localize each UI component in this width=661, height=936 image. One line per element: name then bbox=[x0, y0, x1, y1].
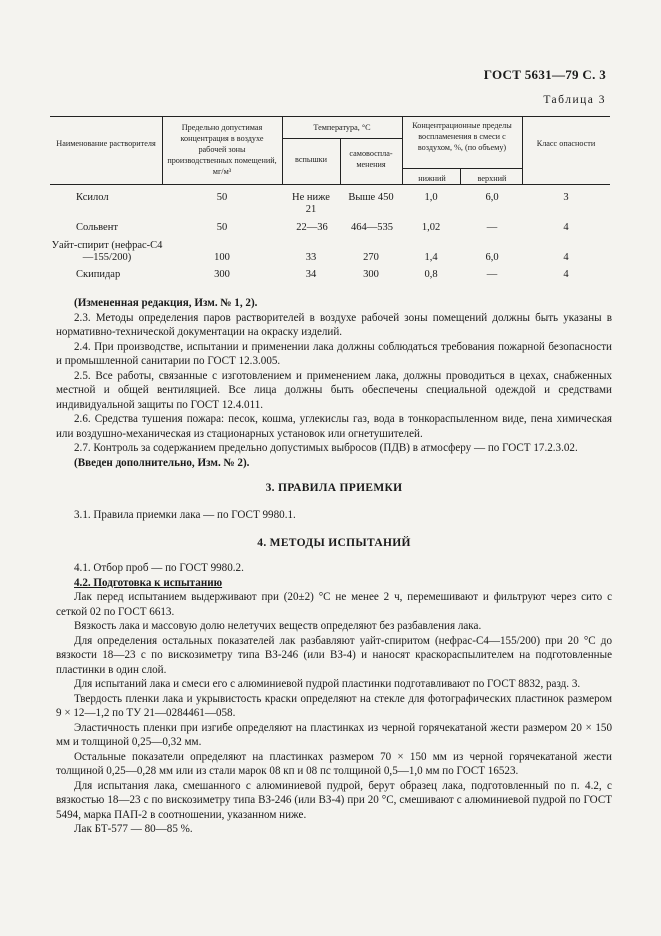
table-top-rule bbox=[50, 116, 610, 117]
table-cell: 300 bbox=[214, 269, 230, 280]
paragraph: Для определения остальных показателей лак разбавляют уайт-спиритом (нефрас-С4—155/200) при 20 °С до вязкости 18—23 с по вискозиметру типа ВЗ-246 (или ВЗ-4) и наносят краскораспылителем на подготовленные пластинки в один слой. bbox=[56, 634, 612, 676]
page-header: ГОСТ 5631—79 С. 3 bbox=[483, 67, 606, 82]
table-cell: 464—535 bbox=[351, 222, 393, 233]
table-cell: 50 bbox=[216, 222, 228, 233]
paragraph: Для испытания лака, смешанного с алюминиевой пудрой, берут образец лака, подготовленный по п. 4.2, с вязкостью 18—23 с по вискозиметру типа ВЗ-246 (или ВЗ-4) при 20 °С, смешивают с алюминиевой пудрой по ГОСТ 5494, марка ПАП-2 в соотношении, указанном ниже. bbox=[56, 779, 612, 821]
paragraph: Лак БТ-577 — 80—85 %. bbox=[74, 823, 193, 835]
table-cell: — bbox=[486, 222, 498, 233]
solvent-table bbox=[50, 116, 610, 290]
table-cell: 4 bbox=[563, 222, 569, 233]
paragraph: Вязкость лака и массовую долю нелетучих веществ определяют без разбавления лака. bbox=[74, 620, 482, 632]
paragraph-2-4: 2.4. При производстве, испытании и применении лака должны соблюдаться требования пожарной безопасности и промышленной санитарии по ГОСТ 12.3.005. bbox=[56, 340, 612, 367]
paragraph: Эластичность пленки при изгибе определяют на пластинках из черной горячекатаной жести размером 20 × 150 мм и толщиной 0,25—0,32 мм. bbox=[56, 721, 612, 748]
amendment-note: (Введен дополнительно, Изм. № 2). bbox=[74, 456, 250, 469]
section-4-title: 4. МЕТОДЫ ИСПЫТАНИЙ bbox=[257, 537, 411, 549]
col-rule bbox=[340, 138, 341, 184]
paragraph: Остальные показатели определяют на пластинках размером 70 × 150 мм из черной горячекатаной жести толщиной 0,25—0,28 мм или из стали марок 08 кп и 08 пс толщиной 0,5—1,0 мм по ГОСТ 16523. bbox=[56, 750, 612, 777]
table-cell: 4 bbox=[563, 252, 569, 263]
table-cell: 6,0 bbox=[485, 192, 499, 203]
table-cell: 100 bbox=[214, 252, 230, 263]
paragraph: Твердость пленки лака и укрывистость краски определяют на стекле для фотографических пластинок размером 9 × 12—1,2 по ТУ 21—0284461—058. bbox=[56, 692, 612, 719]
section2-text bbox=[56, 296, 612, 470]
table-cell: Не ниже 21 bbox=[292, 192, 330, 215]
table-cell: 33 bbox=[305, 252, 317, 263]
table-cell: Скипидар bbox=[76, 269, 121, 280]
table-cell: 1,02 bbox=[421, 222, 441, 233]
col-header-pdk: Предельно допустимая концентрация в воздухе рабочей зоны производственных помещений, мг/м³ bbox=[167, 123, 277, 176]
section-3-title: 3. ПРАВИЛА ПРИЕМКИ bbox=[265, 482, 403, 494]
col-rule bbox=[460, 168, 461, 184]
table-cell: Ксилол bbox=[76, 192, 109, 203]
table-cell: 1,0 bbox=[424, 192, 438, 203]
paragraph-2-3: 2.3. Методы определения паров растворителей в воздухе рабочей зоны помещений должны быть указаны в нормативно-технической документации на окраску изделий. bbox=[56, 311, 612, 338]
table-cell: Уайт-спирит (нефрас-С4—155/200) bbox=[51, 240, 163, 263]
paragraph: Для испытаний лака и смеси его с алюминиевой пудрой пластинки подготавливают по ГОСТ 8832, разд. 3. bbox=[74, 678, 581, 690]
amendment-note: (Измененная редакция, Изм. № 1, 2). bbox=[74, 297, 258, 309]
table-cell: — bbox=[486, 269, 498, 280]
col-header-autoign: самовоспла- менения bbox=[349, 149, 393, 169]
table-cell: Сольвент bbox=[76, 222, 118, 233]
col-header-class: Класс опасности bbox=[536, 139, 596, 148]
section4-text bbox=[56, 561, 612, 837]
col-header-upper: верхний bbox=[477, 174, 507, 183]
col-rule bbox=[402, 116, 403, 184]
table-cell: 0,8 bbox=[424, 269, 438, 280]
paragraph: Лак перед испытанием выдерживают при (20±2) °С не менее 2 ч, перемешивают и фильтруют через сито с сеткой 02 по ГОСТ 6613. bbox=[56, 591, 612, 618]
conc-subheader-rule bbox=[402, 168, 522, 169]
temp-subheader-rule bbox=[282, 138, 402, 139]
header-bottom-rule bbox=[50, 184, 610, 185]
paragraph-4-2-heading: 4.2. Подготовка к испытанию bbox=[74, 576, 223, 589]
table-number: Таблица 3 bbox=[543, 94, 606, 106]
paragraph-4-1: 4.1. Отбор проб — по ГОСТ 9980.2. bbox=[74, 562, 244, 574]
table-cell: 50 bbox=[216, 192, 228, 203]
table-cell: 34 bbox=[305, 269, 317, 280]
table-cell: Выше 450 bbox=[348, 192, 394, 203]
table-cell: 4 bbox=[563, 269, 569, 280]
col-header-temp: Температура, °С bbox=[313, 123, 371, 132]
col-rule bbox=[522, 116, 523, 184]
table-cell: 300 bbox=[363, 269, 379, 280]
paragraph-3-1: 3.1. Правила приемки лака — по ГОСТ 9980.1. bbox=[74, 509, 296, 521]
col-rule bbox=[282, 116, 283, 184]
table-cell: 270 bbox=[363, 252, 379, 263]
col-header-conc: Концентрационные пределы воспламенения в смеси с воздухом, %, (по объему) bbox=[412, 121, 512, 152]
col-header-flash: вспышки bbox=[295, 155, 327, 164]
col-header-name: Наименование растворителя bbox=[56, 139, 156, 148]
table-cell: 1,4 bbox=[424, 252, 438, 263]
paragraph-2-7: 2.7. Контроль за содержанием предельно допустимых выбросов (ПДВ) в атмосферу — по ГОСТ 17.2.3.02. bbox=[74, 442, 578, 454]
col-rule bbox=[162, 116, 163, 184]
table-cell: 22—36 bbox=[296, 222, 328, 233]
table-cell: 6,0 bbox=[485, 252, 499, 263]
table-cell: 3 bbox=[563, 192, 569, 203]
paragraph-2-5: 2.5. Все работы, связанные с изготовлением и применением лака, должны проводиться в цехах, снабженных местной и общей вентиляцией. Все лица должны быть обеспечены специальной одеждой и средствами индивидуальной защиты по ГОСТ 12.4.011. bbox=[56, 369, 612, 411]
section3-text bbox=[56, 508, 612, 523]
col-header-lower: нижний bbox=[418, 174, 446, 183]
paragraph-2-6: 2.6. Средства тушения пожара: песок, кошма, углекислы газ, вода в тонкораспыленном виде, пена химическая или воздушно-механическая из стационарных установок или огнетушителей. bbox=[56, 413, 612, 440]
